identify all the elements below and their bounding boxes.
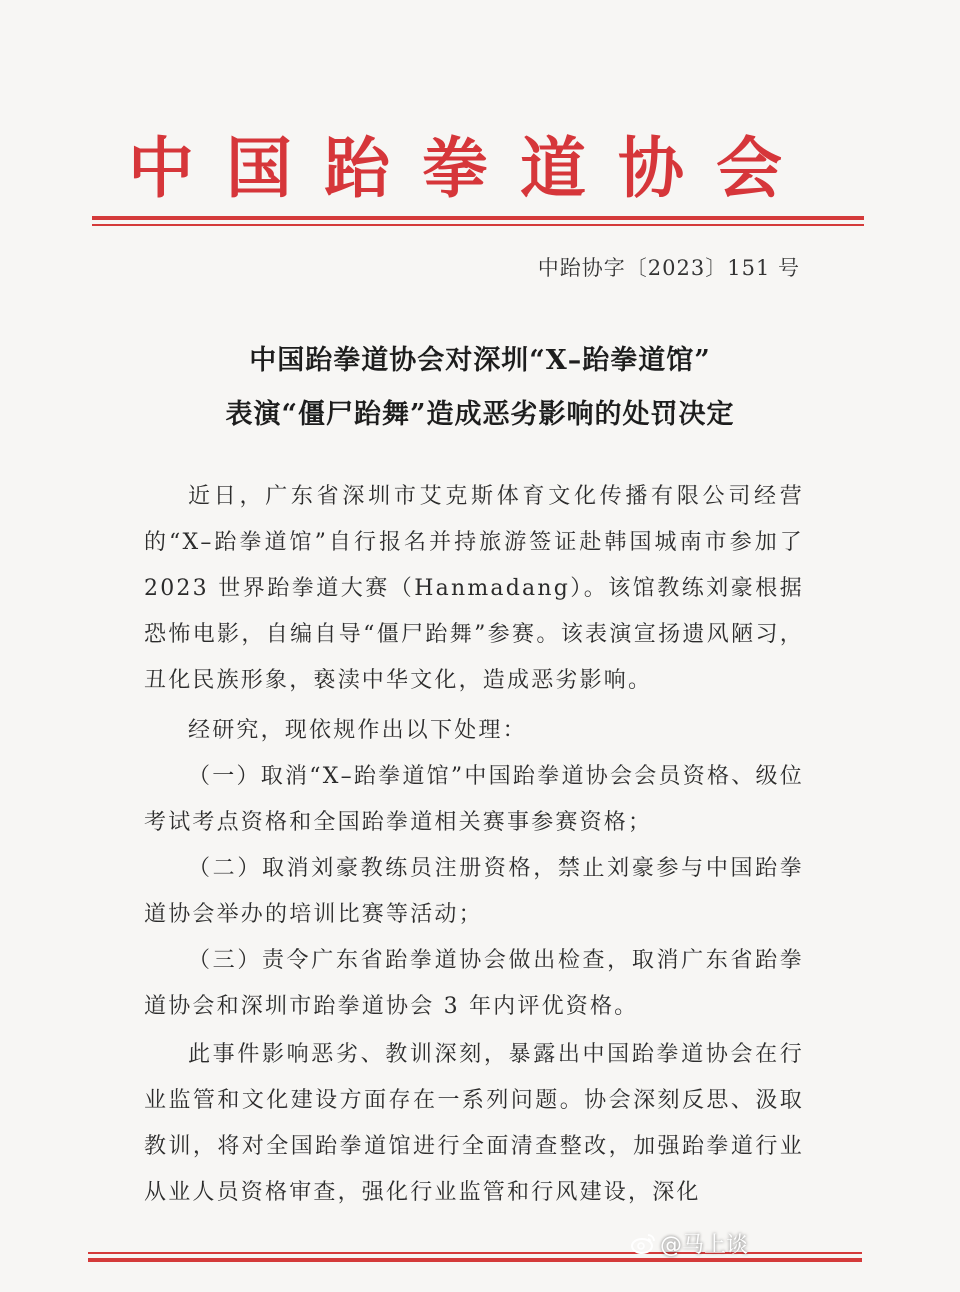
body-paragraph: 近日，广东省深圳市艾克斯体育文化传播有限公司经营的“X–跆拳道馆”自行报名并持旅游签证赴韩国城南市参加了 2023 世界跆拳道大赛（Hanmadang）。该馆教练刘豪根据恐怖电影，自编自导“僵尸跆舞”参赛。该表演宣扬遗风陋习，丑化民族形象，亵渎中华文化，造成恶劣影响。 [144, 484, 804, 693]
body-paragraph: 此事件影响恶劣、教训深刻，暴露出中国跆拳道协会在行业监管和文化建设方面存在一系列问题。协会深刻反思、汲取教训，将对全国跆拳道馆进行全面清查整改，加强跆拳道行业从业人员资格审查，强化行业监管和行风建设，深化 [144, 1042, 804, 1205]
header-rule-thin [92, 224, 864, 226]
document-title-line-2: 表演“僵尸跆舞”造成恶劣影响的处罚决定 [225, 399, 735, 430]
body-paragraph: （二）取消刘豪教练员注册资格，禁止刘豪参与中国跆拳道协会举办的培训比赛等活动； [144, 856, 804, 927]
organization-header: 中国跆拳道协会 [128, 129, 814, 207]
watermark-text: @马上谈 [660, 1233, 749, 1258]
body-paragraph: 经研究，现依规作出以下处理： [188, 718, 527, 743]
document-title-line-1: 中国跆拳道协会对深圳“X–跆拳道馆” [249, 345, 711, 376]
header-rule-thick [92, 216, 864, 220]
watermark [630, 1228, 748, 1259]
body-paragraph: （一）取消“X–跆拳道馆”中国跆拳道协会会员资格、级位考试考点资格和全国跆拳道相关赛事参赛资格； [144, 764, 804, 835]
body-paragraph: （三）责令广东省跆拳道协会做出检查，取消广东省跆拳道协会和深圳市跆拳道协会 3 年内评优资格。 [144, 948, 804, 1019]
weibo-icon [630, 1231, 656, 1257]
document-number: 中跆协字〔2023〕151 号 [537, 256, 800, 280]
